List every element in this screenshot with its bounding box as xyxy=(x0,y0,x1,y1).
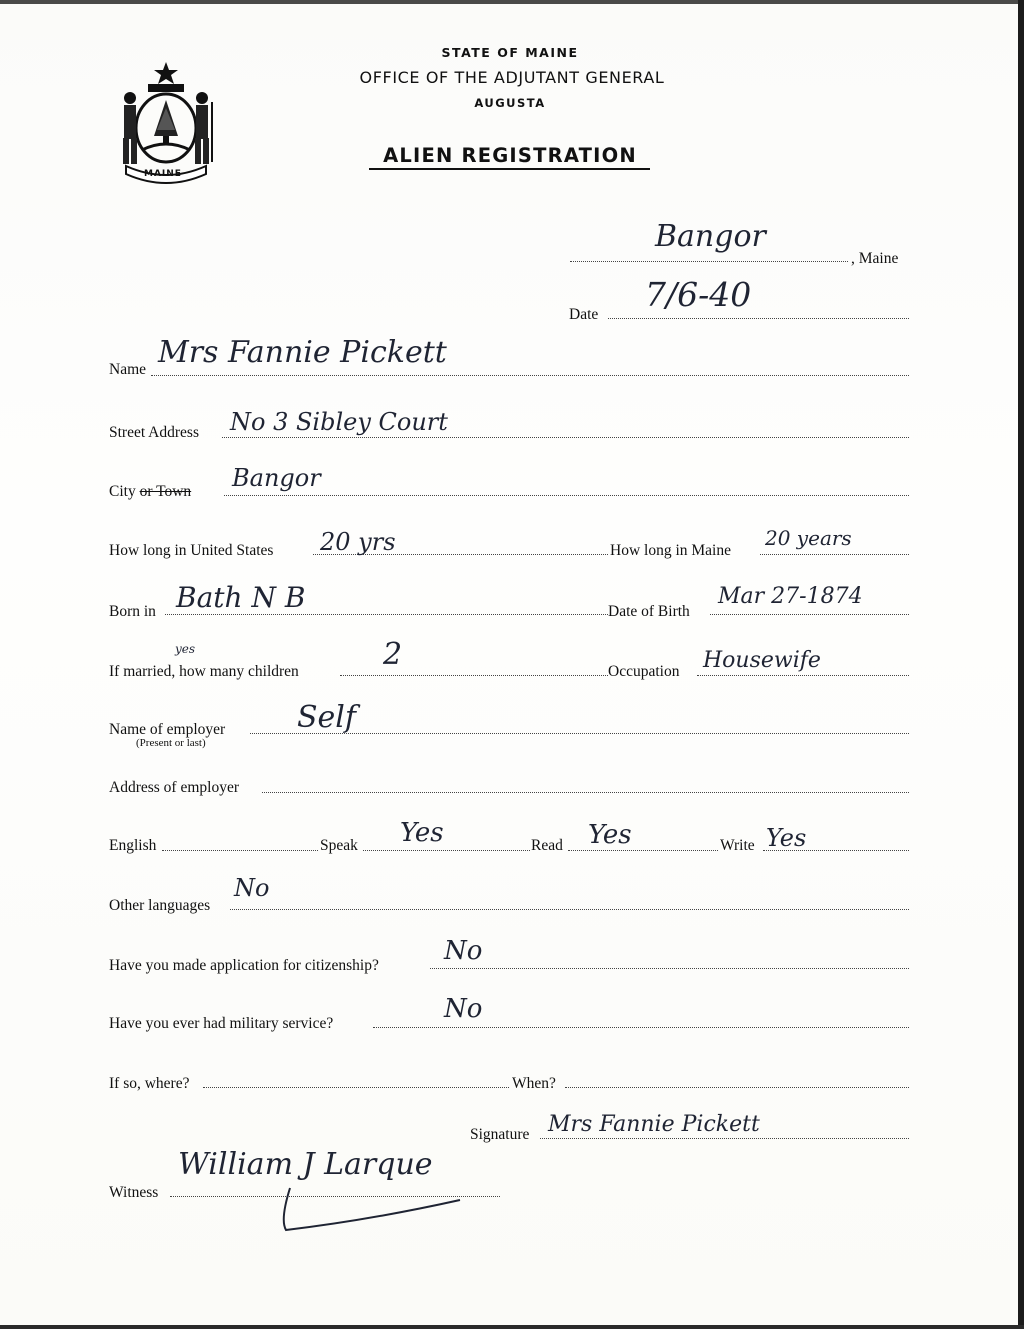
signature-label: Signature xyxy=(470,1126,530,1143)
speak-line xyxy=(363,850,530,851)
military-line xyxy=(373,1027,909,1028)
employer-label: Name of employer xyxy=(109,721,226,738)
us-duration-label: How long in United States xyxy=(109,542,274,559)
military-label: Have you ever had military service? xyxy=(109,1015,334,1032)
married-note[interactable]: yes xyxy=(175,642,196,656)
signature-line xyxy=(540,1138,909,1139)
date-line xyxy=(608,318,909,319)
street-label: Street Address xyxy=(109,424,199,441)
witness-label: Witness xyxy=(109,1184,159,1201)
date-value[interactable]: 7/6-40 xyxy=(645,275,752,314)
name-value[interactable]: Mrs Fannie Pickett xyxy=(158,335,447,370)
citizenship-value[interactable]: No xyxy=(444,936,483,966)
english-line xyxy=(162,850,318,851)
dob-line xyxy=(710,614,909,615)
witness-signature-flourish-icon xyxy=(250,1180,470,1235)
dob-label: Date of Birth xyxy=(608,603,690,620)
city-label-prefix: City xyxy=(109,483,140,500)
header-office: OFFICE OF THE ADJUTANT GENERAL xyxy=(359,68,665,87)
born-line xyxy=(165,614,608,615)
employer-sublabel: (Present or last) xyxy=(136,737,206,749)
city-value[interactable]: Bangor xyxy=(232,464,321,492)
name-label: Name xyxy=(109,361,147,378)
form-title: ALIEN REGISTRATION xyxy=(383,144,637,167)
place-value[interactable]: Bangor xyxy=(655,219,766,254)
employer-address-label: Address of employer xyxy=(109,779,239,796)
read-label: Read xyxy=(531,837,563,854)
place-line xyxy=(570,261,848,262)
maine-duration-line xyxy=(760,554,909,555)
military-value[interactable]: No xyxy=(444,994,483,1024)
maine-duration-value[interactable]: 20 years xyxy=(765,526,852,550)
when-label: When? xyxy=(512,1075,556,1092)
occupation-label: Occupation xyxy=(608,663,680,680)
seal-scroll-text: MAINE xyxy=(144,169,182,179)
signature-value[interactable]: Mrs Fannie Pickett xyxy=(548,1112,760,1137)
city-line xyxy=(224,495,909,496)
occupation-line xyxy=(697,675,909,676)
other-languages-line xyxy=(230,909,909,910)
speak-value[interactable]: Yes xyxy=(400,818,444,848)
place-label: , Maine xyxy=(851,250,899,267)
married-label: If married, how many children xyxy=(109,663,299,680)
occupation-value[interactable]: Housewife xyxy=(703,648,821,673)
read-line xyxy=(568,850,718,851)
citizenship-line xyxy=(430,968,909,969)
dob-value[interactable]: Mar 27-1874 xyxy=(718,584,863,609)
scan-border-right xyxy=(1018,0,1024,1329)
employer-value[interactable]: Self xyxy=(297,700,357,735)
where-line xyxy=(203,1087,509,1088)
street-value[interactable]: No 3 Sibley Court xyxy=(230,408,448,436)
read-value[interactable]: Yes xyxy=(588,820,632,850)
date-label: Date xyxy=(569,306,599,323)
married-line xyxy=(340,675,608,676)
header-city: AUGUSTA xyxy=(474,96,546,110)
city-label xyxy=(109,484,191,500)
street-line xyxy=(222,437,909,438)
other-languages-label: Other languages xyxy=(109,897,211,914)
name-line xyxy=(151,375,909,376)
speak-label: Speak xyxy=(320,837,358,854)
write-value[interactable]: Yes xyxy=(766,824,807,852)
witness-value[interactable]: William J Larque xyxy=(178,1147,433,1182)
born-label: Born in xyxy=(109,603,156,620)
employer-address-line xyxy=(262,792,909,793)
maine-duration-label: How long in Maine xyxy=(610,542,731,559)
born-value[interactable]: Bath N B xyxy=(176,581,306,614)
write-label: Write xyxy=(720,837,755,854)
children-value[interactable]: 2 xyxy=(383,637,403,672)
city-label-struck: or Town xyxy=(139,483,192,500)
where-label: If so, where? xyxy=(109,1075,190,1092)
english-label: English xyxy=(109,837,157,854)
other-languages-value[interactable]: No xyxy=(234,874,270,902)
title-underline xyxy=(369,168,650,170)
us-duration-value[interactable]: 20 yrs xyxy=(320,528,396,556)
header-state: STATE OF MAINE xyxy=(441,45,579,60)
scan-border-bottom xyxy=(0,1325,1024,1329)
scan-border-top xyxy=(0,0,1024,4)
when-line xyxy=(565,1087,909,1088)
citizenship-label: Have you made application for citizenship? xyxy=(109,957,379,974)
